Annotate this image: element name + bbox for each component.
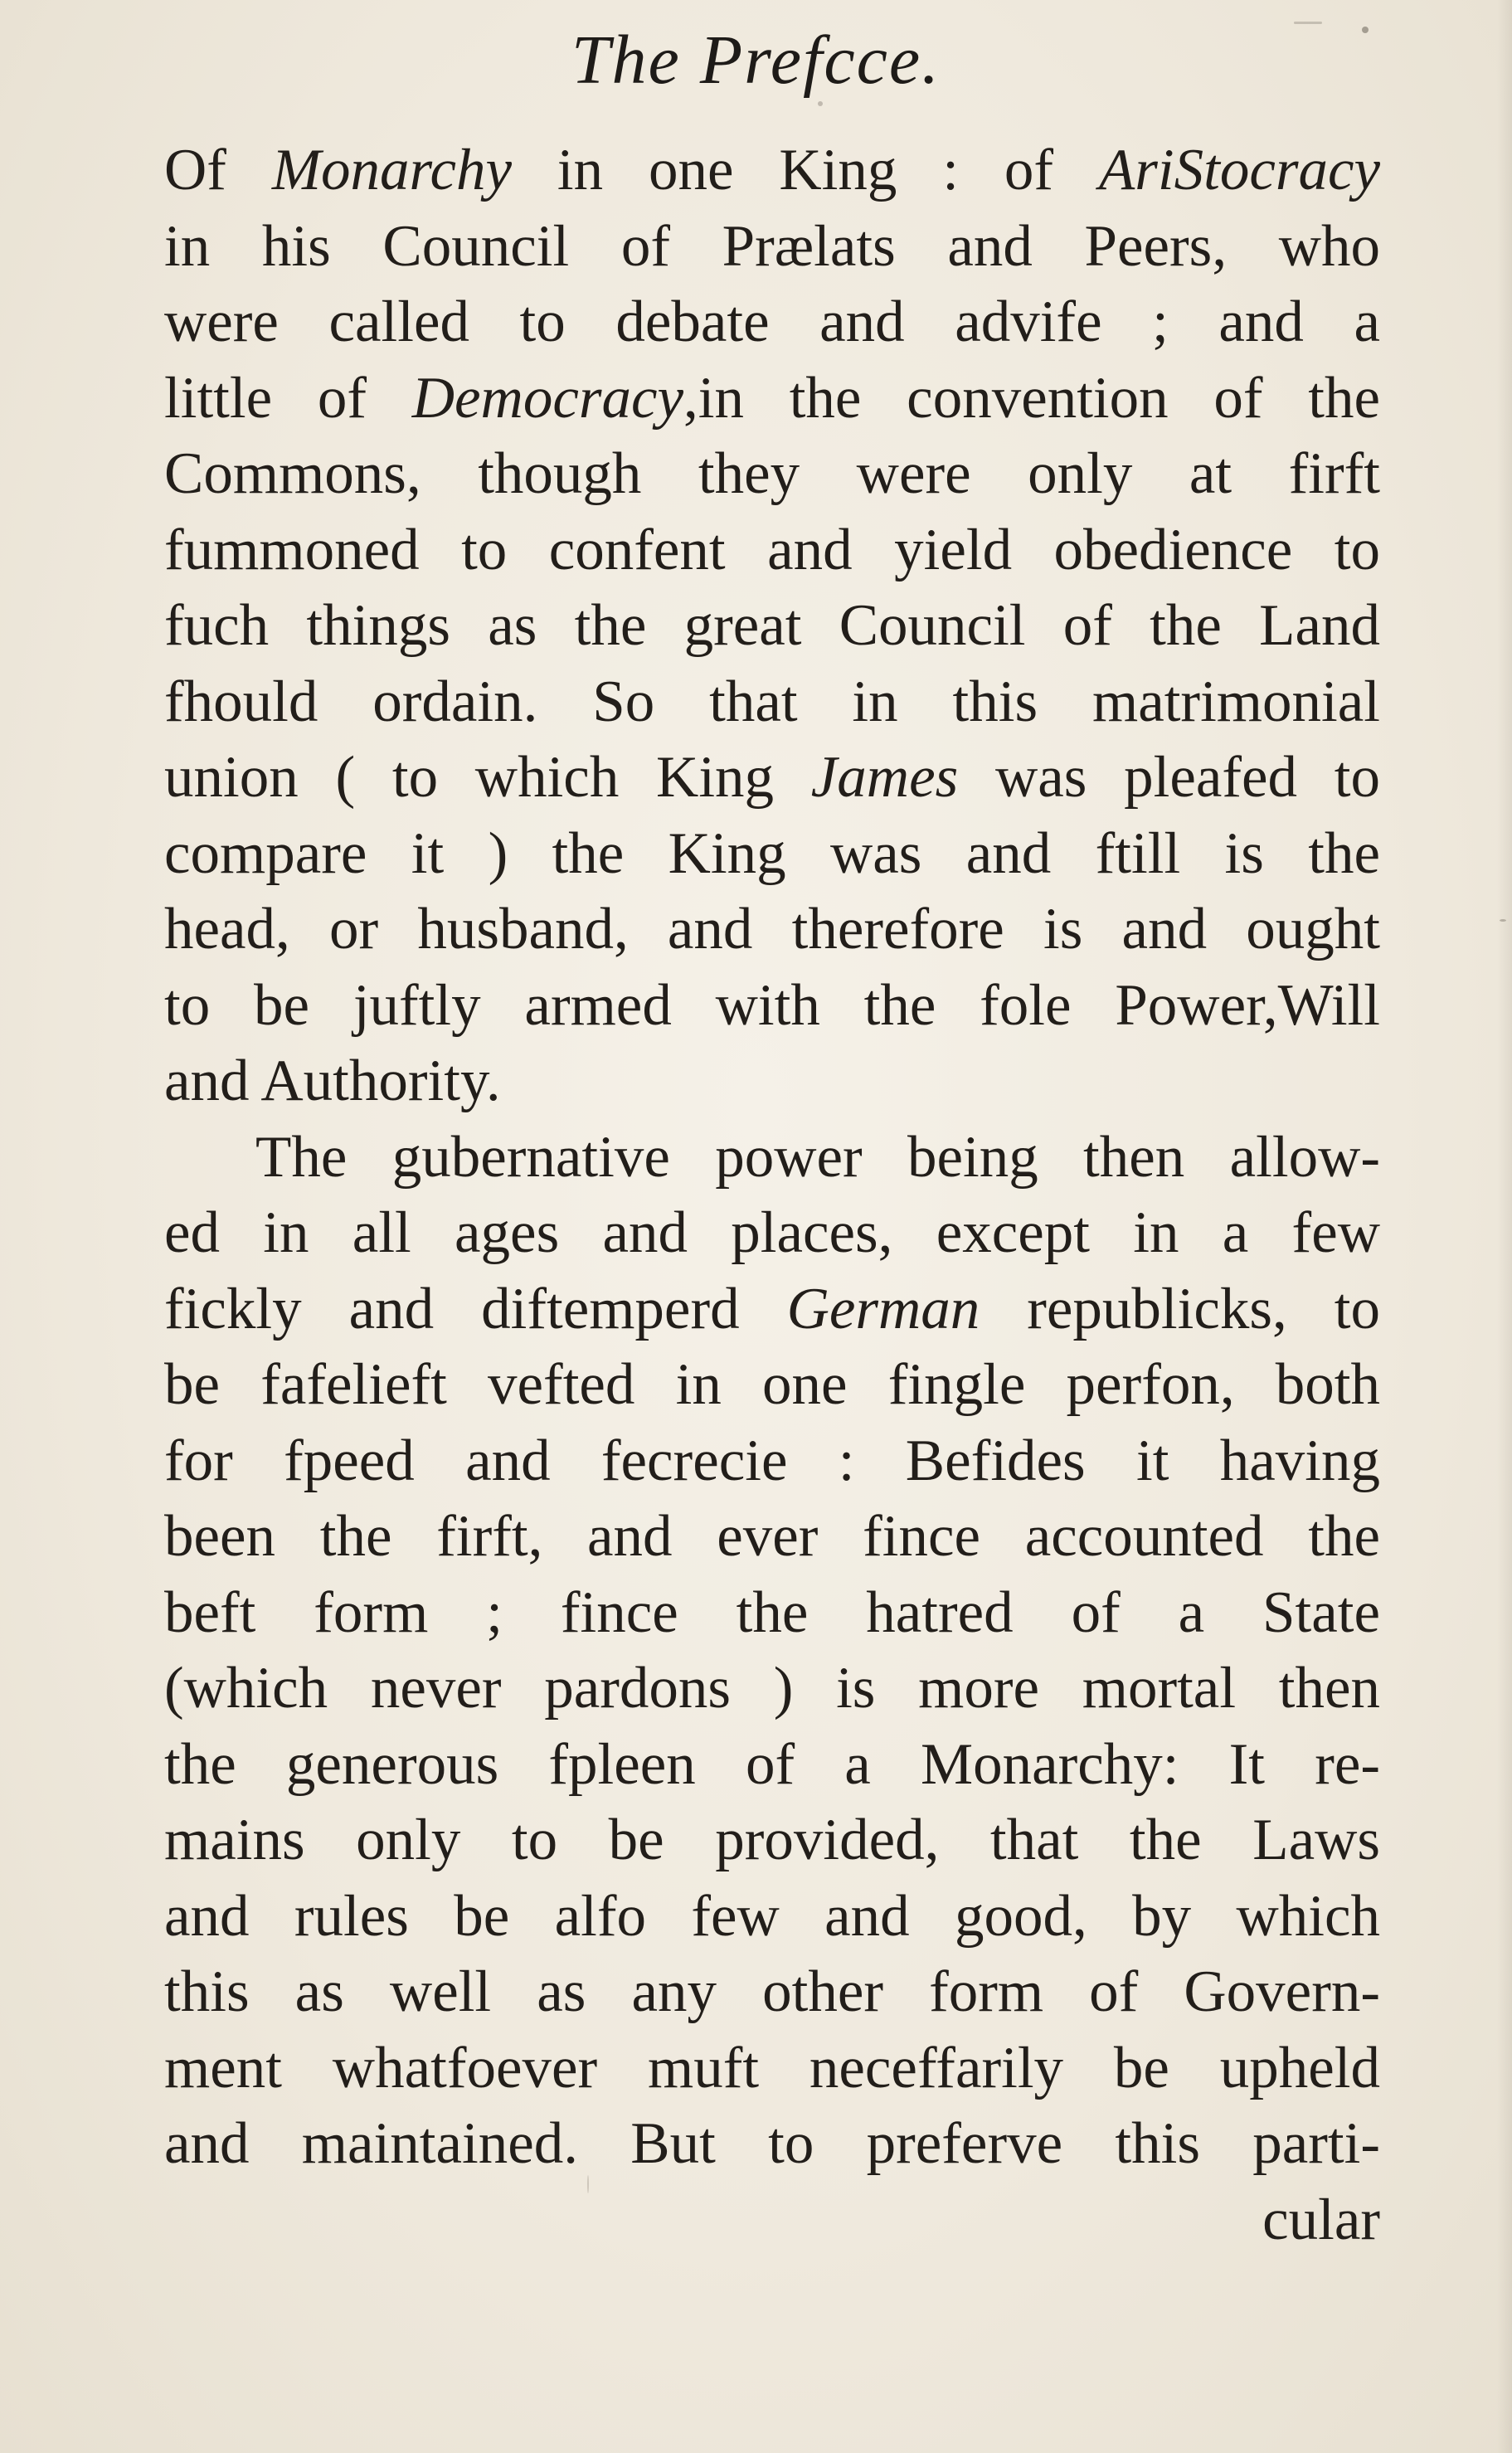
text-line: Of Monarchy in one King : of AriStocracy <box>164 138 1381 202</box>
text-line: The gubernative power being then allow- <box>255 1124 1380 1190</box>
text-line: ed in all ages and places, except in a few <box>164 1200 1380 1265</box>
body-text <box>164 133 1380 2258</box>
text-line: beft form ; fince the hatred of a State <box>164 1579 1380 1645</box>
print-speck <box>587 2175 589 2193</box>
print-speck <box>1500 919 1506 922</box>
text-line: Commons, though they were only at firft <box>164 441 1380 506</box>
text-line: been the firft, and ever fince accounted the <box>164 1504 1380 1569</box>
text-line: compare it ) the King was and ftill is the <box>164 820 1380 886</box>
text-line: union ( to which King James was pleafed to <box>164 745 1380 810</box>
text-line: fuch things as the great Council of the Land <box>164 593 1380 658</box>
text-line: were called to debate and advife ; and a <box>164 290 1380 354</box>
text-line: head, or husband, and therefore is and ought <box>164 897 1380 961</box>
text-line: to be juftly armed with the fole Power,Will <box>164 972 1380 1038</box>
text-line: little of Democracy,in the convention of the <box>164 365 1381 431</box>
print-speck <box>1294 22 1322 24</box>
text-line: for fpeed and fecrecie : Befides it having <box>164 1428 1380 1493</box>
print-speck <box>1362 27 1369 33</box>
page-edge-shadow <box>1497 0 1512 2453</box>
text-line: fhould ordain. So that in this matrimonial <box>164 669 1380 734</box>
text-line: in his Council of Prælats and Peers, who <box>164 213 1380 279</box>
text-line: and rules be alfo few and good, by which <box>164 1883 1380 1949</box>
text-line: fickly and diftemperd German republicks, to <box>164 1276 1380 1341</box>
text-line: be fafelieft vefted in one fingle perfon, both <box>164 1352 1380 1417</box>
text-line: the generous fpleen of a Monarchy: It re- <box>164 1731 1380 1797</box>
catchword: cular <box>1262 2187 1380 2252</box>
text-line: (which never pardons ) is more mortal then <box>164 1656 1380 1721</box>
text-line: fummoned to confent and yield obedience to <box>164 517 1380 582</box>
text-line: and Authority. <box>164 1049 501 1113</box>
text-line: ment whatfoever muft neceffarily be upheld <box>164 2035 1380 2100</box>
text-line: and maintained. But to preferve this parti- <box>164 2111 1380 2176</box>
text-line: this as well as any other form of Govern- <box>164 1959 1380 2024</box>
text-line: mains only to be provided, that the Laws <box>164 1808 1380 1872</box>
running-head: The Prefcce. <box>571 22 941 99</box>
print-speck <box>818 101 823 106</box>
